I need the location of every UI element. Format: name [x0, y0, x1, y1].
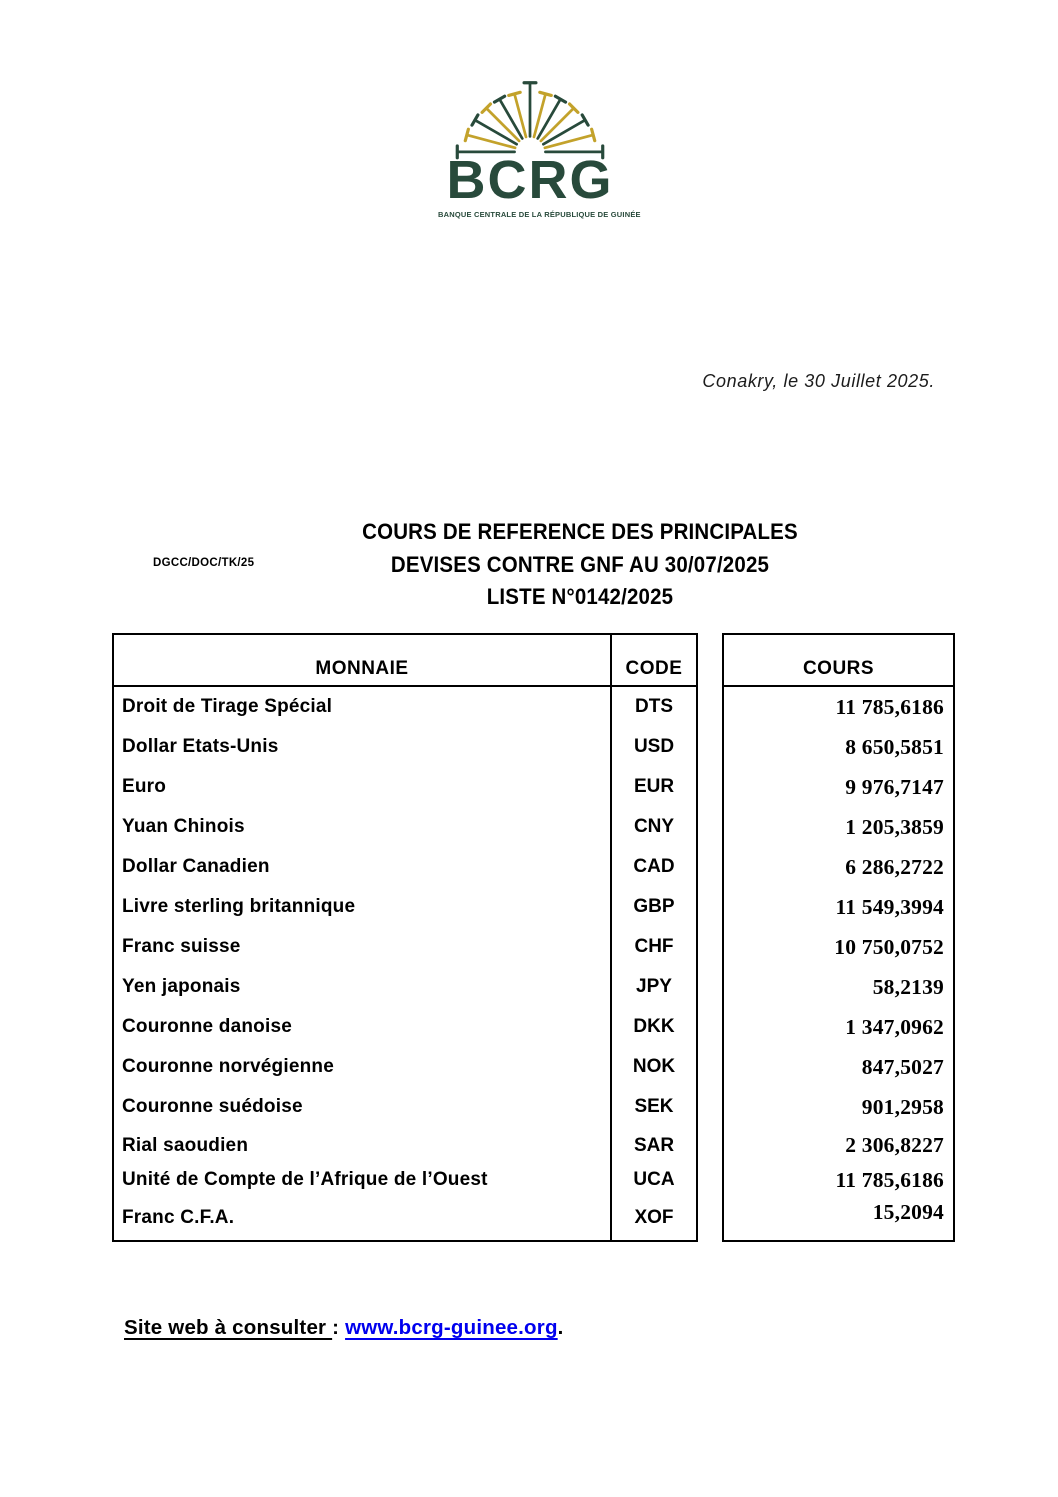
- cours-cell: 847,5027: [861, 1054, 944, 1079]
- website-link[interactable]: www.bcrg-guinee.org: [345, 1316, 558, 1339]
- monnaie-header: MONNAIE: [114, 635, 612, 685]
- table-row: [114, 1127, 696, 1164]
- table-header-row: [114, 635, 696, 687]
- code-cell: DTS: [635, 696, 673, 717]
- monnaie-cell: Couronne suédoise: [114, 1087, 612, 1127]
- monnaie-cell: Dollar Canadien: [114, 847, 612, 887]
- cours-cell: 11 785,6186: [835, 1167, 944, 1192]
- cours-cell: 901,2958: [861, 1094, 944, 1119]
- table-row: [114, 687, 696, 727]
- code-cell: USD: [633, 736, 675, 757]
- table-row: [114, 1087, 696, 1127]
- bcrg-logo: [438, 70, 641, 219]
- monnaie-cell: Rial saoudien: [114, 1127, 612, 1164]
- code-cell: EUR: [633, 776, 675, 797]
- cours-cell: 11 785,6186: [835, 694, 944, 719]
- code-cell: GBP: [633, 896, 675, 917]
- code-cell: JPY: [636, 976, 672, 997]
- cours-cell: 58,2139: [872, 974, 944, 999]
- monnaie-cell: Livre sterling britannique: [114, 887, 612, 927]
- monnaie-cell: Franc suisse: [114, 927, 612, 967]
- code-cell: SAR: [633, 1134, 675, 1156]
- logo-text: BCRG: [446, 150, 614, 210]
- cours-cell: 1 347,0962: [845, 1014, 944, 1039]
- table-row: [114, 847, 696, 887]
- cours-cell: 15,2094: [872, 1200, 944, 1224]
- table-row: [114, 767, 696, 807]
- monnaie-cell: Dollar Etats-Unis: [114, 727, 612, 767]
- cours-cell: 6 286,2722: [845, 854, 944, 879]
- cours-cell: 2 306,8227: [845, 1133, 944, 1157]
- footer-separator: :: [332, 1316, 346, 1339]
- code-cell: UCA: [633, 1169, 675, 1190]
- logo-fan-icon: [450, 70, 610, 161]
- code-cell: CAD: [633, 856, 675, 877]
- code-header: CODE: [625, 658, 683, 679]
- cours-header: COURS: [802, 658, 875, 679]
- table-row: [114, 1164, 696, 1196]
- cours-body: [724, 687, 953, 1240]
- cours-cell: 9 976,7147: [845, 774, 944, 799]
- cours-cell: 11 549,3994: [835, 894, 944, 919]
- document-title: [320, 516, 841, 614]
- monnaie-cell: Yen japonais: [114, 967, 612, 1007]
- table-row: [114, 727, 696, 767]
- table-row: [114, 927, 696, 967]
- cours-cell: 1 205,3859: [845, 814, 944, 839]
- logo-tagline: BANQUE CENTRALE DE LA RÉPUBLIQUE DE GUINÉE: [438, 210, 641, 219]
- code-cell: CHF: [634, 936, 674, 957]
- monnaie-cell: Couronne norvégienne: [114, 1047, 612, 1087]
- table-row: [114, 1007, 696, 1047]
- table-row: [114, 1196, 696, 1240]
- monnaie-cell: Couronne danoise: [114, 1007, 612, 1047]
- monnaie-cell: Euro: [114, 767, 612, 807]
- monnaie-cell: Yuan Chinois: [114, 807, 612, 847]
- footer: [124, 1316, 564, 1340]
- table-row: [114, 807, 696, 847]
- code-cell: SEK: [634, 1096, 674, 1117]
- monnaie-cell: Franc C.F.A.: [114, 1196, 612, 1240]
- title-line-1: COURS DE REFERENCE DES PRINCIPALES: [362, 519, 798, 544]
- table-body: [114, 687, 696, 1240]
- code-cell: CNY: [633, 816, 675, 837]
- reference-code: DGCC/DOC/TK/25: [153, 557, 255, 569]
- title-line-3: LISTE N°0142/2025: [486, 584, 674, 609]
- cours-cell: 10 750,0752: [834, 934, 944, 959]
- footer-period: .: [557, 1316, 564, 1339]
- code-cell: NOK: [632, 1056, 676, 1077]
- monnaie-cell: Unité de Compte de l’Afrique de l’Ouest: [114, 1164, 612, 1196]
- cours-column: [722, 633, 955, 1242]
- table-row: [114, 887, 696, 927]
- title-line-2: DEVISES CONTRE GNF AU 30/07/2025: [390, 551, 770, 577]
- cours-header-row: [724, 635, 953, 687]
- cours-cell: 8 650,5851: [845, 734, 944, 759]
- currency-table: [112, 633, 698, 1242]
- footer-label: Site web à consulter: [124, 1316, 333, 1339]
- code-cell: XOF: [634, 1207, 674, 1228]
- table-row: [114, 967, 696, 1007]
- date-line: Conakry, le 30 Juillet 2025.: [702, 371, 935, 391]
- code-cell: DKK: [633, 1016, 675, 1037]
- table-row: [114, 1047, 696, 1087]
- monnaie-cell: Droit de Tirage Spécial: [114, 687, 612, 727]
